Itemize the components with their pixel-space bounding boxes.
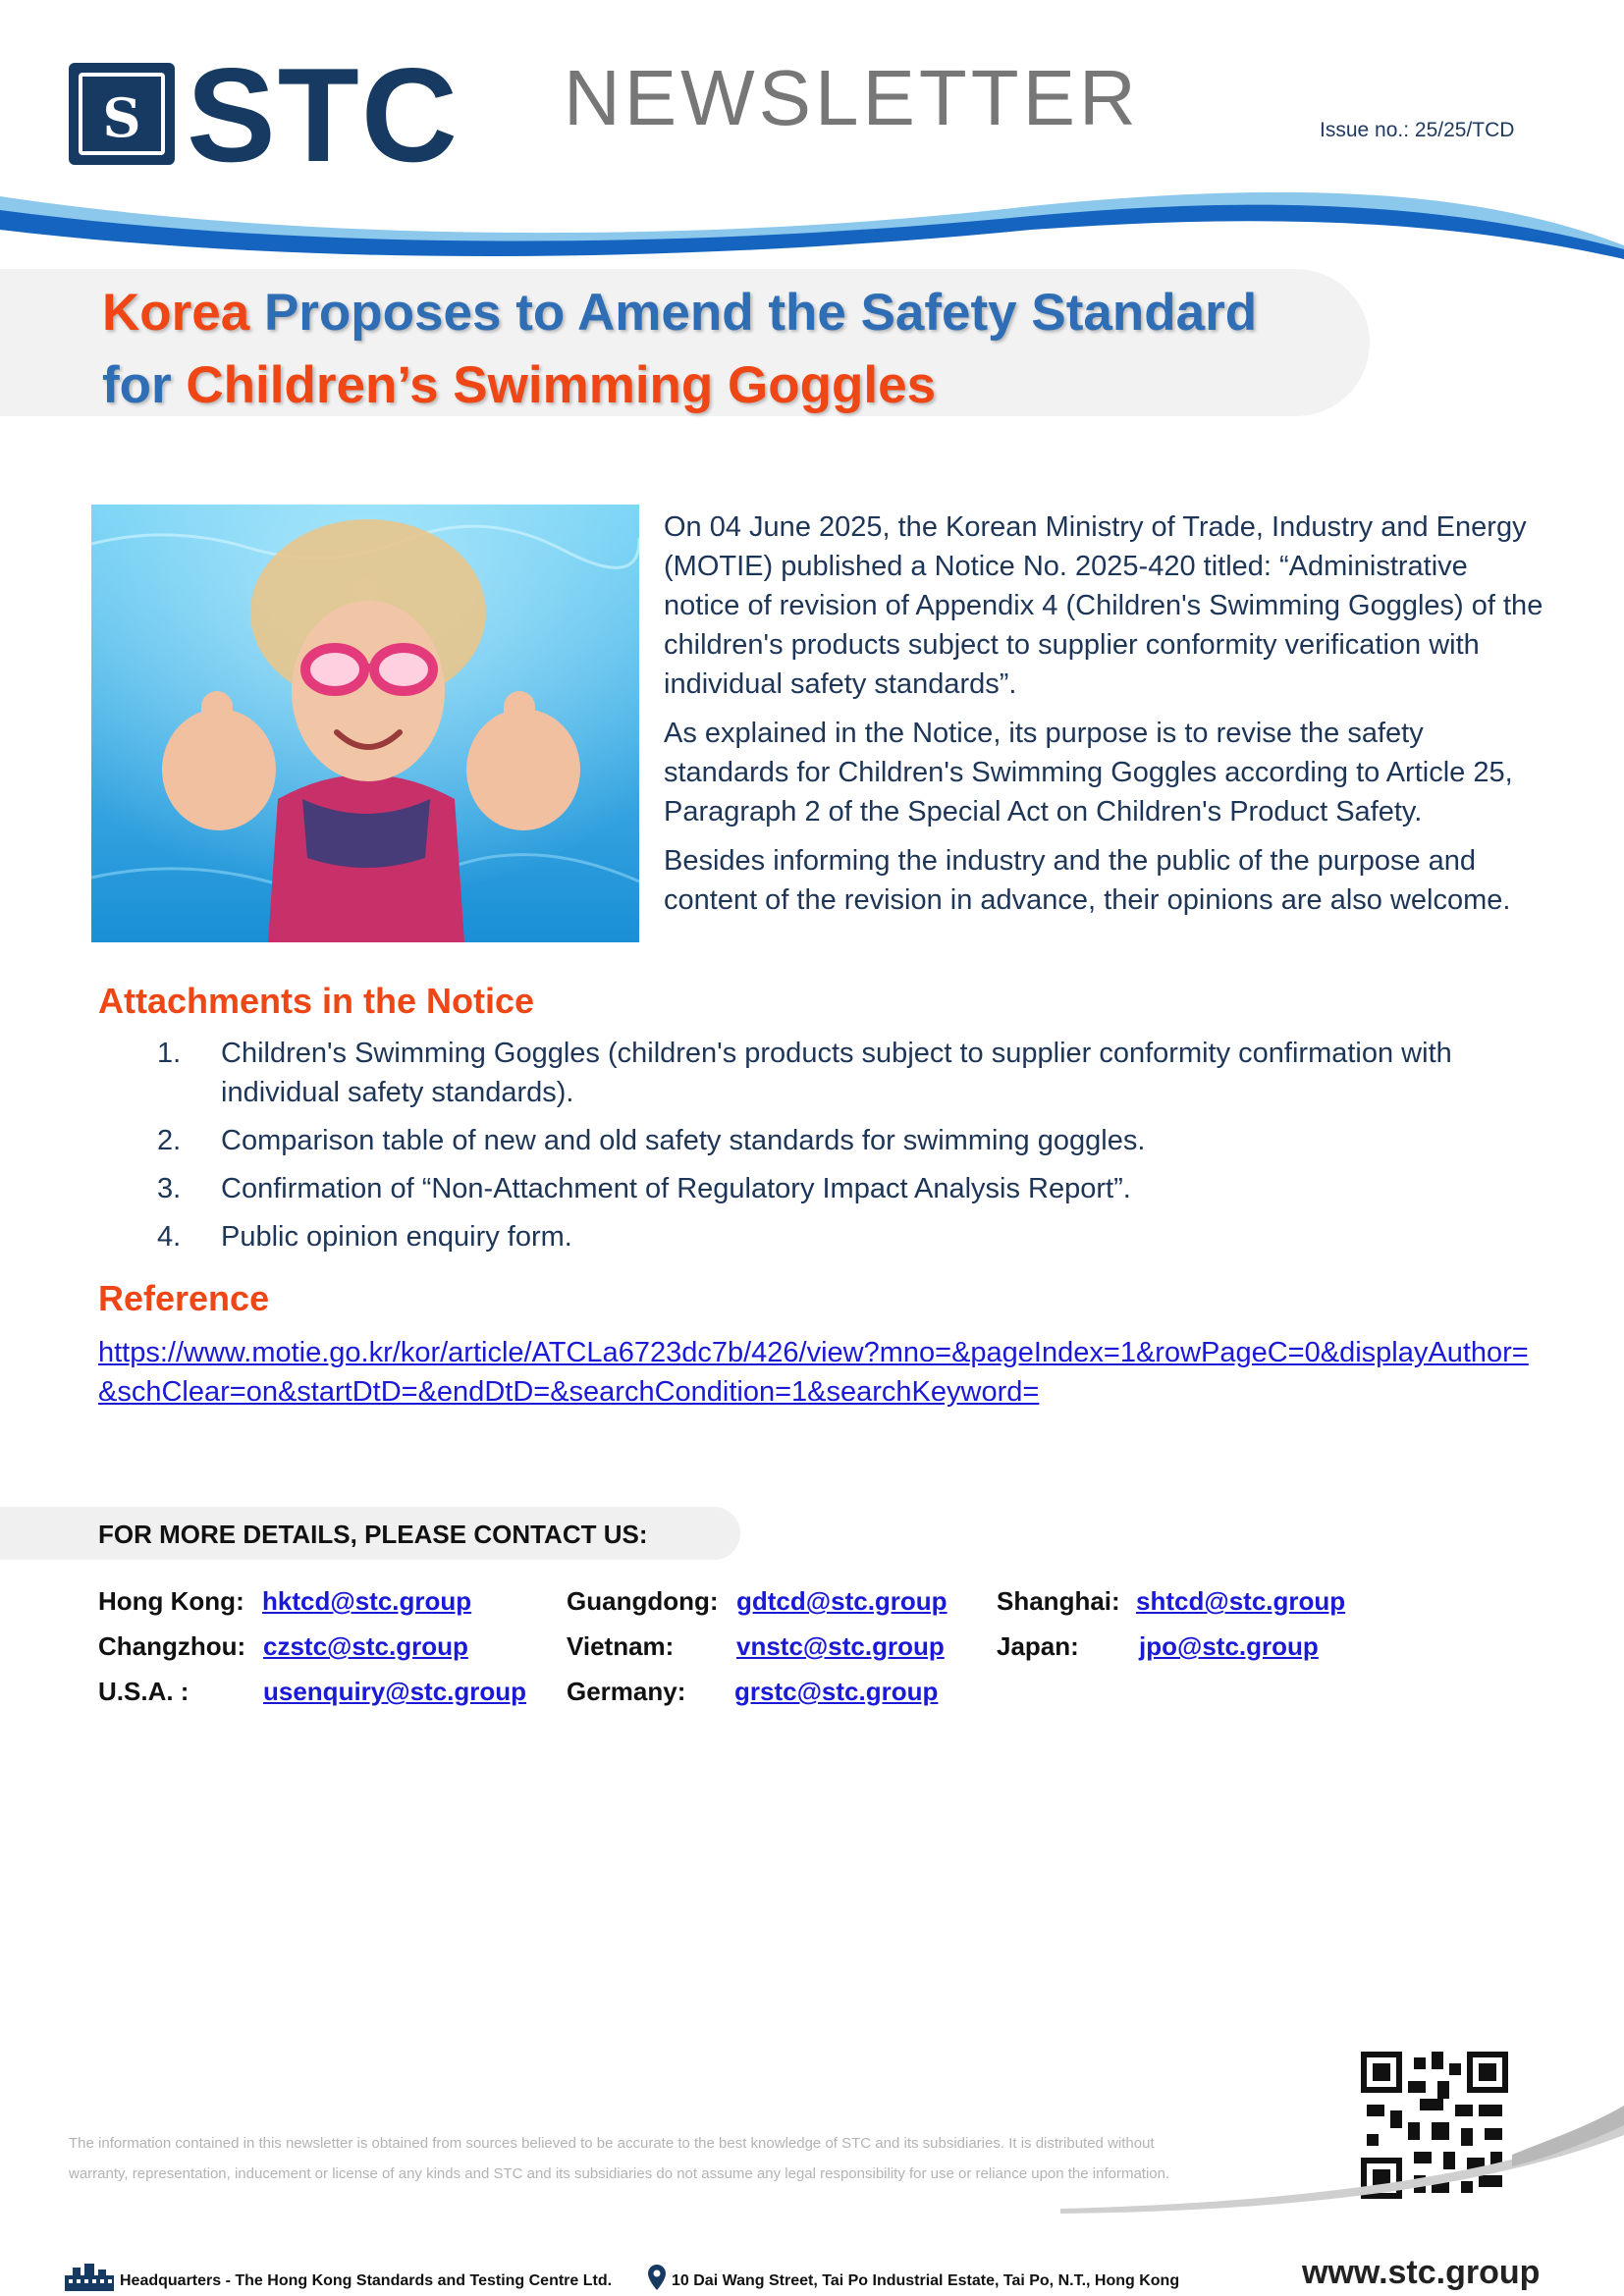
building-icon (65, 2264, 116, 2293)
list-item (98, 1169, 1532, 1208)
contact-email-germany[interactable]: grstc@stc.group (734, 1677, 939, 1706)
title-product: Children’s Swimming Goggles (186, 356, 937, 414)
stc-logo-text: STC (187, 40, 460, 189)
contact-label-usa: U.S.A. : (98, 1677, 189, 1706)
reference-heading: Reference (98, 1278, 270, 1318)
title-line2-prefix: for (102, 356, 187, 414)
contact-email-changzhou[interactable]: czstc@stc.group (263, 1631, 468, 1661)
title-country: Korea (102, 284, 250, 342)
list-item-text: Comparison table of new and old safety standards for swimming goggles. (221, 1125, 1146, 1156)
list-item (98, 1034, 1532, 1112)
headquarters-text: Headquarters - The Hong Kong Standards and Testing Centre Ltd. (120, 2272, 613, 2289)
contact-label-germany: Germany: (567, 1677, 686, 1706)
list-item-text: Public opinion enquiry form. (221, 1221, 572, 1253)
list-item-number: 3. (157, 1173, 182, 1204)
issue-number: Issue no.: 25/25/TCD (1320, 119, 1515, 141)
footer-swoosh-graphic (1060, 2096, 1624, 2214)
contact-email-hong-kong[interactable]: hktcd@stc.group (262, 1586, 472, 1616)
contact-label-guangdong: Guangdong: (567, 1586, 719, 1616)
attachments-heading: Attachments in the Notice (98, 981, 535, 1021)
contact-label-vietnam: Vietnam: (567, 1631, 675, 1661)
list-item-number: 2. (157, 1125, 182, 1156)
contact-heading: FOR MORE DETAILS, PLEASE CONTACT US: (98, 1520, 648, 1549)
location-pin-icon (648, 2265, 666, 2290)
article-title (102, 277, 1359, 422)
contact-email-japan[interactable]: jpo@stc.group (1139, 1631, 1319, 1661)
list-item-text: Confirmation of “Non-Attachment of Regulatory Impact Analysis Report”. (221, 1173, 1131, 1204)
list-item-text: Children's Swimming Goggles (children's products subject to supplier conformity confirmation with individual safety standards). (221, 1038, 1452, 1108)
list-item (98, 1217, 1532, 1256)
stc-logo-mark: S (69, 63, 175, 165)
list-item (98, 1121, 1532, 1160)
list-item-number: 4. (157, 1221, 182, 1253)
contact-label-japan: Japan: (997, 1631, 1079, 1661)
intro-paragraph-1: On 04 June 2025, the Korean Ministry of Trade, Industry and Energy (MOTIE) published a Notice No. 2025-420 titled: “Administrative notice of revision of Appendix 4 (Children's Swimming Goggles) of the children's products subject to supplier conformity verification with individual safety standards”. (664, 511, 1543, 700)
contact-label-changzhou: Changzhou: (98, 1631, 246, 1661)
disclaimer-line-2: warranty, representation, inducement or license of any kinds and STC and its subsidiaries do not assume any legal responsibility for use or reliance upon the information. (69, 2165, 1170, 2182)
contact-email-vietnam[interactable]: vnstc@stc.group (736, 1631, 945, 1661)
header-swoosh-graphic (0, 187, 1624, 275)
intro-paragraph-2: As explained in the Notice, its purpose is to revise the safety standards for Children's Swimming Goggles according to Article 25, Paragraph 2 of the Special Act on Children's Product Safety. (664, 718, 1513, 828)
attachments-list (98, 1034, 1532, 1265)
intro-paragraph-3: Besides informing the industry and the public of the purpose and content of the revision in advance, their opinions are also welcome. (664, 845, 1511, 916)
contact-email-shanghai[interactable]: shtcd@stc.group (1136, 1586, 1346, 1616)
contact-label-hong-kong: Hong Kong: (98, 1586, 244, 1616)
contact-email-usa[interactable]: usenquiry@stc.group (263, 1677, 527, 1706)
newsletter-heading: NEWSLETTER (564, 54, 1140, 141)
list-item-number: 1. (157, 1038, 182, 1069)
disclaimer-line-1: The information contained in this newsletter is obtained from sources believed to be accurate to the best knowledge of STC and its subsidiaries. It is distributed without (69, 2135, 1155, 2152)
reference-link[interactable]: https://www.motie.go.kr/kor/article/ATCLa6723dc7b/426/view?mno=&pageIndex=1&rowPageC=0&displayAuthor=&schClear=on&startDtD=&endDtD=&searchCondition=1&searchKeyword= (98, 1337, 1529, 1408)
child-swimming-photo (91, 505, 639, 942)
website-link[interactable]: www.stc.group (1302, 2254, 1541, 2291)
title-line1-rest: Proposes to Amend the Safety Standard (249, 284, 1258, 342)
contact-email-guangdong[interactable]: gdtcd@stc.group (736, 1586, 947, 1616)
contact-label-shanghai: Shanghai: (997, 1586, 1120, 1616)
address-text: 10 Dai Wang Street, Tai Po Industrial Estate, Tai Po, N.T., Hong Kong (672, 2272, 1180, 2289)
